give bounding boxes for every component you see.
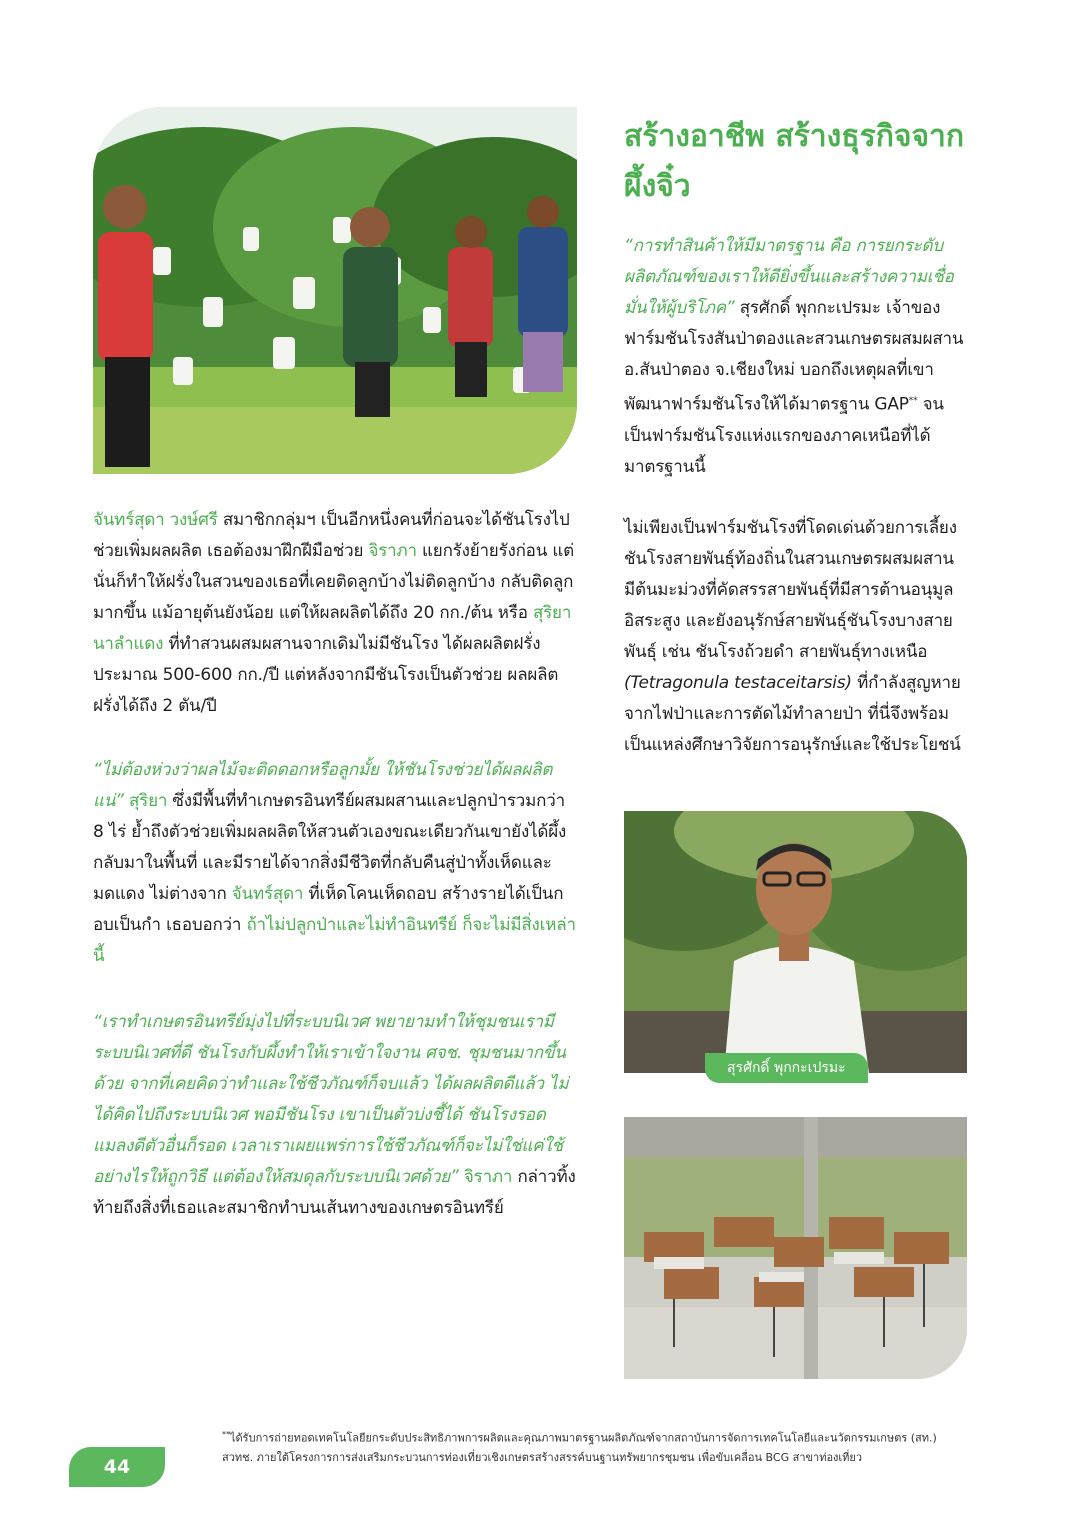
- orchard-photo-art: [93, 107, 577, 474]
- highlight-text: ถ้าไม่ปลูกป่าและไม่ทำอินทรีย์ ก็จะไม่มีสิ่งเหล่านี้: [93, 915, 576, 966]
- jirapa-quote: “เราทำเกษตรอินทรีย์มุ่งไปที่ระบบนิเวศ พยายามทำให้ชุมชนเรามีระบบนิเวศที่ดี ชันโรงกับผึ้งทำให้เราเข้าใจงาน ศจช. ชุมชนมากขึ้นด้วย จากที่เคยคิดว่าทำและใช้ชีวภัณฑ์ก็จบแล้ว ได้ผลผลิตดีแล้ว ไม่ได้คิดไปถึงระบบนิเวศ พอมีชันโรง เขาเป็นตัวบ่งชี้ได้ ชันโรงรอด แมลงดีตัวอื่นก็รอด เวลาเราเผยแพร่การใช้ชีวภัณฑ์ก็จะไม่ใช่แค่ใช้อย่างไรให้ถูกวิธี แต่ต้องให้สมดุลกับระบบนิเวศด้วย”: [93, 1012, 569, 1187]
- person-name: สุริยา นาลำแดง: [93, 603, 572, 654]
- person-name: จิราภา: [368, 541, 417, 561]
- species-name: (Tetragonula testaceitarsis): [624, 673, 852, 693]
- person-name: จิราภา: [458, 1167, 513, 1187]
- footnote-line-2: สวทช. ภายใต้โครงการการส่งเสริมกระบวนการท่องเที่ยวเชิงเกษตรสร้างสรรค์บนฐานทรัพยากรชุมชน เพื่อขับเคลื่อน BCG สาขาท่องเที่ยว: [222, 1450, 863, 1464]
- orchard-photo: [93, 107, 577, 474]
- left-paragraph-2: “ไม่ต้องห่วงว่าผลไม้จะติดดอกหรือลูกมั้ย ให้ชันโรงช่วยได้ผลผลิตแน่” สุริยา ซึ่งมีพื้นที่ทำเกษตรอินทรีย์ผสมผสานและปลูกป่ารวมกว่า 8 ไร่ ย้ำถึงตัวช่วยเพิ่มผลผลิตให้สวนตัวเองขณะเดียวกันเขายังได้ผึ้งกลับมาในพื้นที่ และมีรายได้จากสิ่งมีชีวิตที่กลับคืนสู่ป่าทั้งเห็ดและมดแดง ไม่ต่างจาก จันทร์สุดา ที่เห็ดโคนเห็ดถอบ สร้างรายได้เป็นกอบเป็นกำ เธอบอกว่า ถ้าไม่ปลูกป่าและไม่ทำอินทรีย์ ก็จะไม่มีสิ่งเหล่านี้: [93, 760, 576, 966]
- footnote: **ได้รับการถ่ายทอดเทคโนโลยียกระดับประสิทธิภาพการผลิตและคุณภาพมาตรฐานผลิตภัณฑ์จากสถาบันการจัดการเทคโนโลยีและนวัตกรรมเกษตร (สท.) สวทช. ภายใต้โครงการการส่งเสริมกระบวนการท่องเที่ยวเชิงเกษตรสร้างสรรค์บนฐานทรัพยากรชุมชน เพื่อขับเคลื่อน BCG สาขาท่องเที่ยว: [222, 1425, 1002, 1467]
- left-paragraph-1: จันทร์สุดา วงษ์ศรี สมาชิกกลุ่มฯ เป็นอีกหนึ่งคนที่ก่อนจะได้ชันโรงไปช่วยเพิ่มผลผลิต เธอต้องมาฝึกฝีมือช่วย จิราภา แยกรังย้ายรังก่อน แต่นั่นก็ทำให้ฝรั่งในสวนของเธอที่เคยติดลูกบ้างไม่ติดลูกบ้าง กลับติดลูกมากขึ้น แม้อายุต้นยังน้อย แต่ให้ผลผลิตได้ถึง 20 กก./ต้น หรือ สุริยา นาลำแดง ที่ทำสวนผสมผสานจากเดิมไม่มีชันโรง ได้ผลผลิตฝรั่งประมาณ 500-600 กก./ปี แต่หลังจากมีชันโรงเป็นตัวช่วย ผลผลิตฝรั่งได้ถึง 2 ตัน/ปี: [93, 510, 574, 716]
- person-name: จันทร์สุดา วงษ์ศรี: [93, 510, 218, 530]
- portrait-photo: [624, 811, 967, 1073]
- right-paragraph-1: “การทำสินค้าให้มีมาตรฐาน คือ การยกระดับผลิตภัณฑ์ของเราให้ดียิ่งขึ้นและสร้างความเชื่อมั่นให้ผู้บริโภค” สุรศักดิ์ พุกกะเปรมะ เจ้าของฟาร์มชันโรงสันป่าตองและสวนเกษตรผสมผสาน อ.สันป่าตอง จ.เชียงใหม่ บอกถึงเหตุผลที่เขาพัฒนาฟาร์มชันโรงให้ได้มาตรฐาน GAP** จนเป็นฟาร์มชันโรงแห่งแรกของภาคเหนือที่ได้มาตรฐานนี้: [624, 236, 964, 477]
- right-paragraph-2: ไม่เพียงเป็นฟาร์มชันโรงที่โดดเด่นด้วยการเลี้ยงชันโรงสายพันธุ์ท้องถิ่นในสวนเกษตรผสมผสาน มีต้นมะม่วงที่คัดสรรสายพันธุ์ที่มีสารต้านอนุมูลอิสระสูง และยังอนุรักษ์สายพันธุ์ชันโรงบางสายพันธุ์ เช่น ชันโรงถ้วยดำ สายพันธุ์ทางเหนือ (Tetragonula testaceitarsis) ที่กำลังสูญหายจากไฟป่าและการตัดไม้ทำลายป่า ที่นี่จึงพร้อมเป็นแหล่งศึกษาวิจัยการอนุรักษ์และใช้ประโยชน์: [624, 518, 961, 755]
- page-number: 44: [69, 1447, 165, 1487]
- person-name: จันทร์สุดา: [231, 884, 304, 904]
- footnote-line-1: ได้รับการถ่ายทอดเทคโนโลยียกระดับประสิทธิภาพการผลิตและคุณภาพมาตรฐานผลิตภัณฑ์จากสถาบันการจัดการเทคโนโลยีและนวัตกรรมเกษตร (สท.): [230, 1431, 937, 1445]
- suriya-quote: “ไม่ต้องห่วงว่าผลไม้จะติดดอกหรือลูกมั้ย ให้ชันโรงช่วยได้ผลผลิตแน่”: [93, 760, 553, 811]
- person-name: สุริยา: [123, 791, 168, 811]
- portrait-photo-art: [624, 811, 967, 1073]
- left-paragraph-3: “เราทำเกษตรอินทรีย์มุ่งไปที่ระบบนิเวศ พยายามทำให้ชุมชนเรามีระบบนิเวศที่ดี ชันโรงกับผึ้งทำให้เราเข้าใจงาน ศจช. ชุมชนมากขึ้นด้วย จากที่เคยคิดว่าทำและใช้ชีวภัณฑ์ก็จบแล้ว ได้ผลผลิตดีแล้ว ไม่ได้คิดไปถึงระบบนิเวศ พอมีชันโรง เขาเป็นตัวบ่งชี้ได้ ชันโรงรอด แมลงดีตัวอื่นก็รอด เวลาเราเผยแพร่การใช้ชีวภัณฑ์ก็จะไม่ใช่แค่ใช้อย่างไรให้ถูกวิธี แต่ต้องให้สมดุลกับระบบนิเวศด้วย” จิราภา กล่าวทิ้งท้ายถึงสิ่งที่เธอและสมาชิกทำบนเส้นทางของเกษตรอินทรีย์: [93, 1012, 576, 1218]
- section-title: สร้างอาชีพ สร้างธุรกิจจากผึ้งจิ๋ว: [624, 119, 965, 204]
- portrait-caption: สุรศักดิ์ พุกกะเปรมะ: [705, 1053, 868, 1083]
- beehive-photo-art: [624, 1117, 967, 1379]
- owner-quote: “การทำสินค้าให้มีมาตรฐาน คือ การยกระดับผลิตภัณฑ์ของเราให้ดียิ่งขึ้นและสร้างความเชื่อมั่นให้ผู้บริโภค”: [624, 236, 954, 318]
- beehive-photo: [624, 1117, 967, 1379]
